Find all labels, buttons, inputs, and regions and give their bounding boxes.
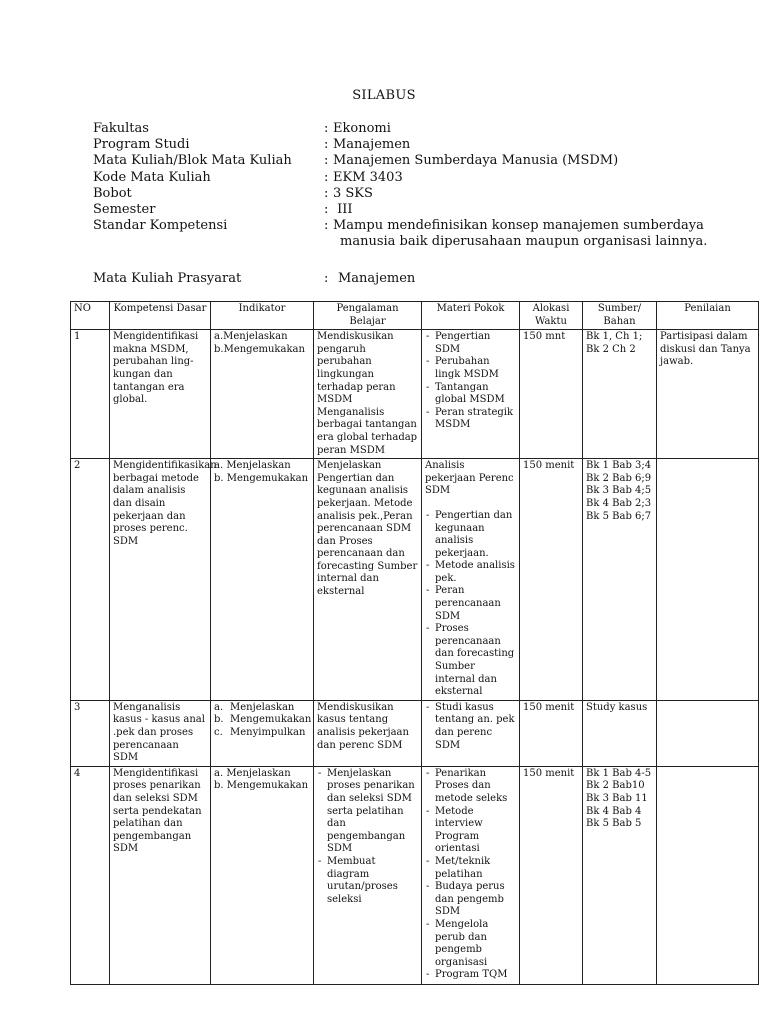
meta-value-continued: manusia baik diperusahaan maupun organisasi lainnya. [340,234,708,250]
cell-no: 3 [71,700,110,766]
cell-materi [422,766,520,984]
indikator-text: Menjelaskan [230,701,295,713]
cell-pengalaman [314,766,422,984]
cell-kompetensi: Mengidentifikasi proses penarikan dan seleksi SDM serta pendekatan pelatihan dan pengembangan SDM [110,766,211,984]
cell-indikator [211,700,314,766]
meta-colon: : [324,137,329,153]
cell-alokasi: 150 menit [520,459,583,701]
cell-materi [422,330,520,459]
materi-item: - Program TQM [435,969,516,982]
cell-alokasi: 150 menit [520,700,583,766]
cell-materi [422,459,520,701]
prerequisite-value: Manajemen [338,271,416,286]
cell-sumber [583,330,657,459]
meta-key: Mata Kuliah/Blok Mata Kuliah [93,153,292,169]
table-row [71,766,759,984]
meta-colon: : [324,169,329,185]
pengalaman-item: - Menjelaskan proses penarikan dan seleksi SDM serta pelatihan dan pengembangan SDM [327,768,418,856]
sumber-item: Bk 3 Bab 11 [586,792,648,804]
materi-item: - Penarikan Proses dan metode seleks [435,768,516,806]
materi-item: - Proses perencanaan dan forecasting Sumber internal dan eksternal [435,623,516,699]
header-materi: Materi Pokok [422,302,520,330]
materi-intro: Analisis pekerjaan Perenc SDM [425,460,514,497]
pengalaman-item: - Membuat diagram urutan/proses seleksi [327,856,418,906]
meta-key: Semester [93,201,156,217]
meta-key: Program Studi [93,137,190,153]
header-pengalaman: Pengalaman Belajar [314,302,422,330]
sumber-item: Bk 5 Bab 6;7 [586,510,652,522]
materi-item: - Peran perencanaan SDM [435,585,516,623]
materi-item: - Peran strategik MSDM [435,407,516,432]
meta-colon: : [324,185,329,201]
cell-pengalaman: Menjelaskan Pengertian dan kegunaan analisis pekerjaan. Metode analisis pek.,Peran perencanaan SDM dan Proses perencanaan dan forecasting Sumber internal dan eksternal [314,459,422,701]
cell-kompetensi: Menganalisis kasus - kasus anal .pek dan proses perencanaan SDM [110,700,211,766]
indikator-text: Mengemukakan [230,714,312,726]
meta-value: EKM 3403 [333,169,403,185]
cell-pengalaman: Mendiskusikan kasus tentang analisis pekerjaan dan perenc SDM [314,700,422,766]
header-sumber: Sumber/ Bahan [583,302,657,330]
indikator-item [214,701,310,715]
materi-item: - Metode analisis pek. [435,560,516,585]
materi-item: - Perubahan lingk MSDM [435,356,516,381]
indikator-item: a.Menjelaskan [214,331,288,343]
materi-item: - Met/teknik pelatihan [435,856,516,881]
header-kompetensi: Kompetensi Dasar [110,302,211,330]
meta-colon: : [324,153,329,169]
meta-colon: : [324,121,329,136]
cell-indikator [211,766,314,984]
cell-penilaian [657,766,759,984]
sumber-item: Bk 4 Bab 2;3 [586,497,652,509]
sumber-item: Study kasus [586,701,648,713]
table-row [71,330,759,459]
cell-no: 4 [71,766,110,984]
meta-value: Manajemen [333,137,411,153]
materi-item: - Tantangan global MSDM [435,382,516,407]
meta-colon: : [324,201,329,217]
indikator-label: a. [214,701,224,713]
header-alokasi: Alokasi Waktu [520,302,583,330]
meta-value: Ekonomi [333,121,391,136]
cell-penilaian [657,459,759,701]
meta-value: III [333,201,353,217]
materi-item: - Metode interview Program orientasi [435,806,516,856]
cell-no: 1 [71,330,110,459]
sumber-item: Bk 2 Ch 2 [586,343,636,355]
materi-item: - Budaya perus dan pengemb SDM [435,881,516,919]
meta-key: Fakultas [93,121,149,136]
cell-indikator [211,459,314,701]
indikator-text: Menyimpulkan [230,727,306,738]
sumber-item: Bk 5 Bab 5 [586,818,642,830]
cell-penilaian [657,700,759,766]
sumber-item: Bk 2 Bab10 [586,780,645,792]
cell-alokasi: 150 menit [520,766,583,984]
sumber-item: Bk 1 Bab 4-5 [586,767,652,779]
indikator-label: c. [214,727,223,738]
header-indikator: Indikator [211,302,314,330]
indikator-item [214,727,310,740]
cell-alokasi: 150 mnt [520,330,583,459]
indikator-item: b. Mengemukakan [214,472,309,484]
meta-key: Kode Mata Kuliah [93,169,211,185]
meta-colon: : [324,218,329,234]
table-header-row [71,302,759,330]
cell-sumber [583,700,657,766]
table-row [71,700,759,766]
meta-value: Mampu mendefinisikan konsep manajemen sumberdaya [333,218,704,234]
indikator-item [214,714,312,727]
cell-penilaian: Partisipasi dalam diskusi dan Tanya jawab. [657,330,759,459]
header-no: NO [71,302,110,330]
cell-kompetensi: Mengidentifikasi makna MSDM, perubahan ling-kungan dan tantangan era global. [110,330,211,459]
materi-item: - Pengertian dan kegunaan analisis pekerjaan. [435,510,516,560]
cell-materi [422,700,520,766]
sumber-item: Bk 2 Bab 6;9 [586,472,652,484]
cell-sumber [583,766,657,984]
header-penilaian: Penilaian [657,302,759,330]
meta-key: Standar Kompetensi [93,218,228,234]
prerequisite-row [93,271,693,287]
meta-key: Bobot [93,185,132,201]
sumber-item: Bk 1 Bab 3;4 [586,460,652,472]
cell-pengalaman: Mendiskusikan pengaruh perubahan lingkungan terhadap peran MSDM Menganalisis berbagai tantangan era global terhadap peran MSDM [314,330,422,459]
meta-value: Manajemen Sumberdaya Manusia (MSDM) [333,153,619,169]
indikator-label: b. [214,714,224,726]
indikator-item: b.Mengemukakan [214,343,305,355]
materi-item: - Studi kasus tentang an. pek dan perenc SDM [435,702,516,752]
syllabus-table [70,301,759,985]
cell-sumber [583,459,657,701]
sumber-item: Bk 4 Bab 4 [586,805,642,817]
materi-item: - Mengelola perub dan pengemb organisasi [435,919,516,969]
cell-indikator [211,330,314,459]
document-title: SILABUS [352,88,416,103]
prerequisite-colon: : [324,271,329,286]
sumber-item: Bk 1, Ch 1; [586,331,643,343]
cell-kompetensi: Mengidentifikasikan berbagai metode dalam analisis dan disain pekerjaan dan proses perenc. SDM [110,459,211,701]
cell-no: 2 [71,459,110,701]
materi-item: - Pengertian SDM [435,331,516,356]
table-row [71,459,759,701]
indikator-item: a. Menjelaskan [214,460,291,472]
sumber-item: Bk 3 Bab 4;5 [586,485,652,497]
prerequisite-key: Mata Kuliah Prasyarat [93,271,242,286]
indikator-item: a. Menjelaskan [214,767,291,779]
meta-value: 3 SKS [333,185,373,201]
indikator-item: b. Mengemukakan [214,780,309,792]
